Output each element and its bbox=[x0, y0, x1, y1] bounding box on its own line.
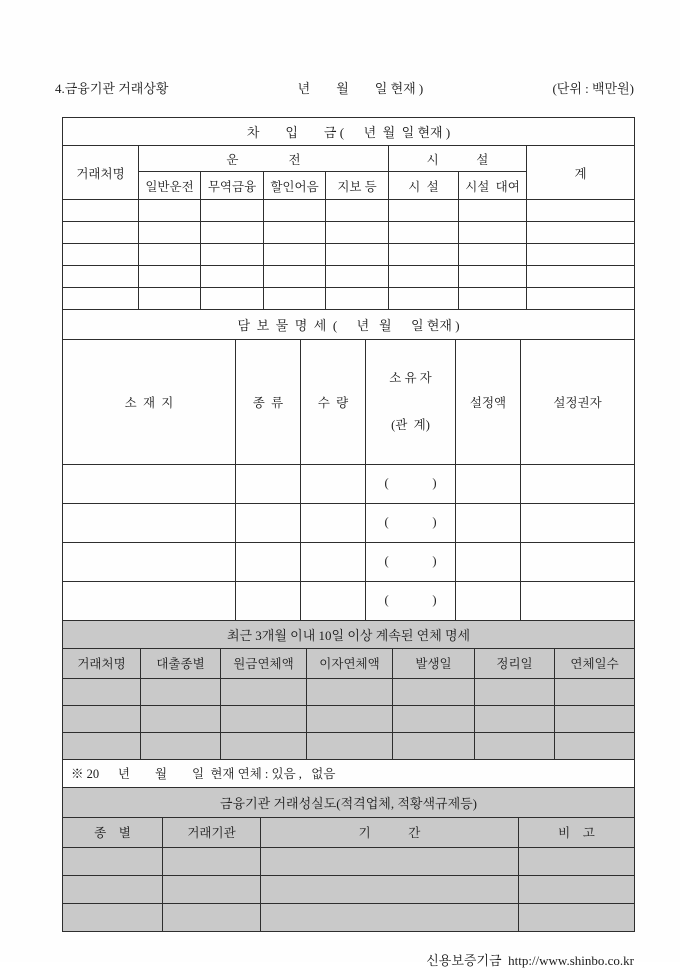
loan-subcol-general: 일반운전 bbox=[139, 172, 201, 200]
empty-cell bbox=[521, 542, 635, 581]
empty-cell bbox=[63, 847, 163, 875]
empty-cell bbox=[63, 464, 236, 503]
sincerity-header-row bbox=[63, 817, 635, 847]
sincerity-col-remark: 비 고 bbox=[519, 817, 635, 847]
overdue-note-row bbox=[63, 759, 635, 787]
collateral-table bbox=[62, 309, 635, 621]
empty-cell bbox=[201, 266, 264, 288]
loan-data-row bbox=[63, 244, 635, 266]
empty-cell bbox=[307, 732, 393, 759]
empty-cell bbox=[63, 581, 236, 620]
empty-cell bbox=[389, 266, 459, 288]
empty-cell bbox=[221, 732, 307, 759]
empty-cell bbox=[389, 222, 459, 244]
empty-cell bbox=[307, 705, 393, 732]
empty-cell bbox=[139, 200, 201, 222]
empty-cell bbox=[301, 542, 366, 581]
collateral-data-row bbox=[63, 464, 635, 503]
loan-col-client: 거래처명 bbox=[63, 146, 139, 200]
empty-cell bbox=[301, 581, 366, 620]
overdue-col-interest: 이자연체액 bbox=[307, 648, 393, 678]
empty-cell bbox=[459, 244, 527, 266]
loan-subcol-trade: 무역금융 bbox=[201, 172, 264, 200]
empty-cell bbox=[221, 705, 307, 732]
collateral-col-owner-line1: 소 유 자 bbox=[389, 371, 432, 385]
page-title: 4.금융기관 거래상황 bbox=[55, 81, 169, 96]
unit-label: (단위 : 백만원) bbox=[552, 81, 634, 96]
loan-table bbox=[62, 117, 635, 310]
empty-cell bbox=[141, 732, 221, 759]
empty-cell bbox=[261, 847, 519, 875]
empty-cell bbox=[264, 200, 326, 222]
empty-cell bbox=[527, 244, 635, 266]
empty-cell bbox=[519, 875, 635, 903]
empty-cell bbox=[139, 244, 201, 266]
sincerity-caption: 금융기관 거래성실도(적격업체, 적황색규제등) bbox=[63, 787, 635, 817]
empty-cell bbox=[519, 903, 635, 931]
empty-cell bbox=[393, 678, 475, 705]
sincerity-col-period: 기 간 bbox=[261, 817, 519, 847]
sincerity-data-row bbox=[63, 875, 635, 903]
empty-cell bbox=[264, 244, 326, 266]
sincerity-col-institution: 거래기관 bbox=[163, 817, 261, 847]
collateral-col-amount: 설정액 bbox=[456, 340, 521, 465]
empty-cell bbox=[527, 266, 635, 288]
empty-cell bbox=[459, 200, 527, 222]
overdue-caption-row bbox=[63, 620, 635, 648]
owner-relation-cell: ( ) bbox=[366, 464, 456, 503]
empty-cell bbox=[521, 581, 635, 620]
loan-subcol-discount: 할인어음 bbox=[264, 172, 326, 200]
page-header bbox=[55, 78, 634, 97]
overdue-data-row bbox=[63, 732, 635, 759]
collateral-col-owner bbox=[366, 340, 456, 465]
loan-data-row bbox=[63, 266, 635, 288]
empty-cell bbox=[521, 503, 635, 542]
empty-cell bbox=[236, 503, 301, 542]
empty-cell bbox=[475, 732, 555, 759]
loan-data-row bbox=[63, 288, 635, 310]
empty-cell bbox=[521, 464, 635, 503]
empty-cell bbox=[221, 678, 307, 705]
collateral-data-row bbox=[63, 503, 635, 542]
empty-cell bbox=[307, 678, 393, 705]
empty-cell bbox=[63, 200, 139, 222]
empty-cell bbox=[326, 244, 389, 266]
loan-data-row bbox=[63, 200, 635, 222]
overdue-table bbox=[62, 620, 635, 788]
empty-cell bbox=[475, 705, 555, 732]
empty-cell bbox=[389, 288, 459, 310]
empty-cell bbox=[63, 903, 163, 931]
empty-cell bbox=[261, 875, 519, 903]
empty-cell bbox=[264, 266, 326, 288]
overdue-col-days: 연체일수 bbox=[555, 648, 635, 678]
empty-cell bbox=[63, 222, 139, 244]
empty-cell bbox=[527, 222, 635, 244]
loan-col-total: 계 bbox=[527, 146, 635, 200]
empty-cell bbox=[63, 542, 236, 581]
empty-cell bbox=[326, 200, 389, 222]
empty-cell bbox=[459, 266, 527, 288]
collateral-col-location: 소 재 지 bbox=[63, 340, 236, 465]
owner-relation-cell: ( ) bbox=[366, 503, 456, 542]
empty-cell bbox=[261, 903, 519, 931]
empty-cell bbox=[555, 705, 635, 732]
overdue-col-principal: 원금연체액 bbox=[221, 648, 307, 678]
empty-cell bbox=[326, 266, 389, 288]
sincerity-data-row bbox=[63, 847, 635, 875]
empty-cell bbox=[527, 288, 635, 310]
empty-cell bbox=[264, 222, 326, 244]
empty-cell bbox=[141, 705, 221, 732]
empty-cell bbox=[236, 464, 301, 503]
owner-relation-cell: ( ) bbox=[366, 581, 456, 620]
loan-caption-row bbox=[63, 118, 635, 146]
empty-cell bbox=[163, 875, 261, 903]
collateral-col-qty: 수 량 bbox=[301, 340, 366, 465]
empty-cell bbox=[326, 288, 389, 310]
empty-cell bbox=[63, 678, 141, 705]
loan-subcol-facility-lease: 시설 대여 bbox=[459, 172, 527, 200]
empty-cell bbox=[301, 503, 366, 542]
overdue-header-row bbox=[63, 648, 635, 678]
overdue-data-row bbox=[63, 678, 635, 705]
page-footer: 신용보증기금 http://www.shinbo.co.kr bbox=[426, 952, 634, 968]
empty-cell bbox=[201, 222, 264, 244]
empty-cell bbox=[456, 503, 521, 542]
collateral-caption-row bbox=[63, 310, 635, 340]
loan-subcol-facility: 시 설 bbox=[389, 172, 459, 200]
empty-cell bbox=[389, 244, 459, 266]
empty-cell bbox=[236, 581, 301, 620]
empty-cell bbox=[393, 705, 475, 732]
empty-cell bbox=[264, 288, 326, 310]
empty-cell bbox=[201, 244, 264, 266]
overdue-col-occur-date: 발생일 bbox=[393, 648, 475, 678]
header-date-line: 년 월 일 현재 ) bbox=[297, 81, 424, 96]
sincerity-data-row bbox=[63, 903, 635, 931]
empty-cell bbox=[555, 678, 635, 705]
empty-cell bbox=[389, 200, 459, 222]
empty-cell bbox=[301, 464, 366, 503]
empty-cell bbox=[201, 288, 264, 310]
collateral-col-holder: 설정권자 bbox=[521, 340, 635, 465]
empty-cell bbox=[63, 705, 141, 732]
owner-relation-cell: ( ) bbox=[366, 542, 456, 581]
empty-cell bbox=[236, 542, 301, 581]
loan-header-row-1 bbox=[63, 146, 635, 172]
empty-cell bbox=[63, 732, 141, 759]
overdue-caption: 최근 3개월 이내 10일 이상 계속된 연체 명세 bbox=[63, 620, 635, 648]
empty-cell bbox=[139, 288, 201, 310]
empty-cell bbox=[141, 678, 221, 705]
sincerity-col-type: 종 별 bbox=[63, 817, 163, 847]
collateral-col-owner-line2: (관 계) bbox=[391, 417, 430, 432]
empty-cell bbox=[393, 732, 475, 759]
empty-cell bbox=[139, 222, 201, 244]
sincerity-caption-row bbox=[63, 787, 635, 817]
empty-cell bbox=[555, 732, 635, 759]
empty-cell bbox=[456, 464, 521, 503]
collateral-col-kind: 종 류 bbox=[236, 340, 301, 465]
empty-cell bbox=[163, 847, 261, 875]
loan-col-operating: 운 전 bbox=[139, 146, 389, 172]
sincerity-table bbox=[62, 787, 635, 932]
overdue-note: ※ 20 년 월 일 현재 연체 : 있음 , 없음 bbox=[63, 759, 635, 787]
empty-cell bbox=[475, 678, 555, 705]
empty-cell bbox=[456, 581, 521, 620]
loan-subcol-guarantee: 지보 등 bbox=[326, 172, 389, 200]
overdue-data-row bbox=[63, 705, 635, 732]
loan-caption: 차 입 금 ( 년 월 일 현재 ) bbox=[63, 118, 635, 146]
empty-cell bbox=[519, 847, 635, 875]
empty-cell bbox=[456, 542, 521, 581]
empty-cell bbox=[163, 903, 261, 931]
collateral-data-row bbox=[63, 581, 635, 620]
empty-cell bbox=[201, 200, 264, 222]
empty-cell bbox=[63, 244, 139, 266]
collateral-header-row bbox=[63, 340, 635, 465]
loan-data-row bbox=[63, 222, 635, 244]
empty-cell bbox=[63, 266, 139, 288]
empty-cell bbox=[63, 875, 163, 903]
empty-cell bbox=[63, 503, 236, 542]
overdue-col-loan-type: 대출종별 bbox=[141, 648, 221, 678]
overdue-col-client: 거래처명 bbox=[63, 648, 141, 678]
empty-cell bbox=[527, 200, 635, 222]
empty-cell bbox=[63, 288, 139, 310]
empty-cell bbox=[326, 222, 389, 244]
empty-cell bbox=[459, 222, 527, 244]
collateral-caption: 담 보 물 명 세 ( 년 월 일 현재 ) bbox=[63, 310, 635, 340]
empty-cell bbox=[459, 288, 527, 310]
loan-col-facility: 시 설 bbox=[389, 146, 527, 172]
overdue-col-settle-date: 정리일 bbox=[475, 648, 555, 678]
collateral-data-row bbox=[63, 542, 635, 581]
empty-cell bbox=[139, 266, 201, 288]
